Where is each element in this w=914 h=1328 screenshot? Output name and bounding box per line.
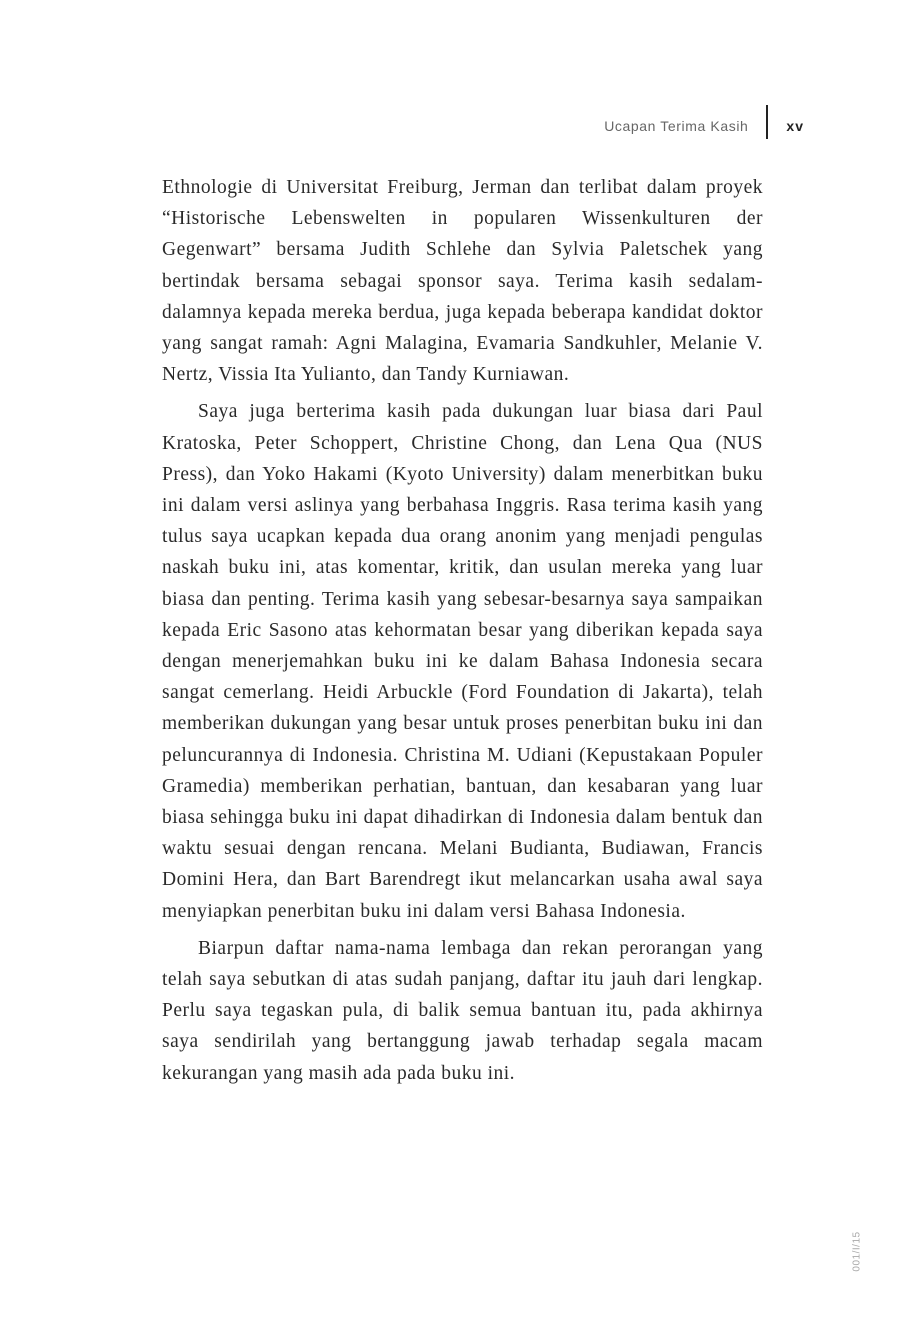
print-code: [846, 1226, 868, 1276]
header-divider: [766, 105, 768, 139]
page-number: xv: [786, 118, 804, 134]
paragraph: Biarpun daftar nama-nama lembaga dan rekan perorangan yang telah saya sebutkan di atas sudah panjang, daftar itu jauh dari lengkap. Perlu saya tegaskan pula, di balik semua bantuan itu, pada akhirnya saya sendirilah yang bertanggung jawab terhadap segala macam kekurangan yang masih ada pada buku ini.: [162, 937, 763, 1084]
print-code-label: 001/I/15: [851, 1230, 863, 1272]
paragraph: Saya juga berterima kasih pada dukungan luar biasa dari Paul Kratoska, Peter Schoppert, Christine Chong, dan Lena Qua (NUS Press), dan Yoko Hakami (Kyoto University) dalam menerbitkan buku ini dalam versi aslinya yang berbahasa Inggris. Rasa terima kasih yang tulus saya ucapkan kepada dua orang anonim yang menjadi pengulas naskah buku ini, atas komentar, kritik, dan usulan mereka yang luar biasa dan penting. Terima kasih yang sebesar-besarnya saya sampaikan kepada Eric Sasono atas kehormatan besar yang diberikan kepada saya dengan menerjemahkan buku ini ke dalam Bahasa Indonesia secara sangat cemerlang. Heidi Arbuckle (Ford Foundation di Jakarta), telah memberikan dukungan yang besar untuk proses penerbitan buku ini dan peluncurannya di Indonesia. Christina M. Udiani (Kepustakaan Populer Gramedia) memberikan perhatian, bantuan, dan kesabaran yang luar biasa sehingga buku ini dapat dihadirkan di Indonesia dalam bentuk dan waktu sesuai dengan rencana. Melani Budianta, Budiawan, Francis Domini Hera, dan Bart Barendregt ikut melancarkan usaha awal saya menyiapkan penerbitan buku ini dalam versi Bahasa Indonesia.: [162, 401, 763, 922]
running-header: [604, 112, 804, 140]
body-text: [162, 172, 763, 1095]
paragraph-continued: Ethnologie di Universitat Freiburg, Jerman dan terlibat dalam proyek “Historische Lebenswelten in popularen Wissenkulturen der Gegenwart” bersama Judith Schlehe dan Sylvia Paletschek yang bertindak bersama sebagai sponsor saya. Terima kasih sedalam-dalamnya kepada mereka berdua, juga kepada beberapa kandidat doktor yang sangat ramah: Agni Malagina, Evamaria Sandkuhler, Melanie V. Nertz, Vissia Ita Yulianto, dan Tandy Kurniawan.: [162, 177, 763, 386]
chapter-title: Ucapan Terima Kasih: [604, 118, 749, 134]
